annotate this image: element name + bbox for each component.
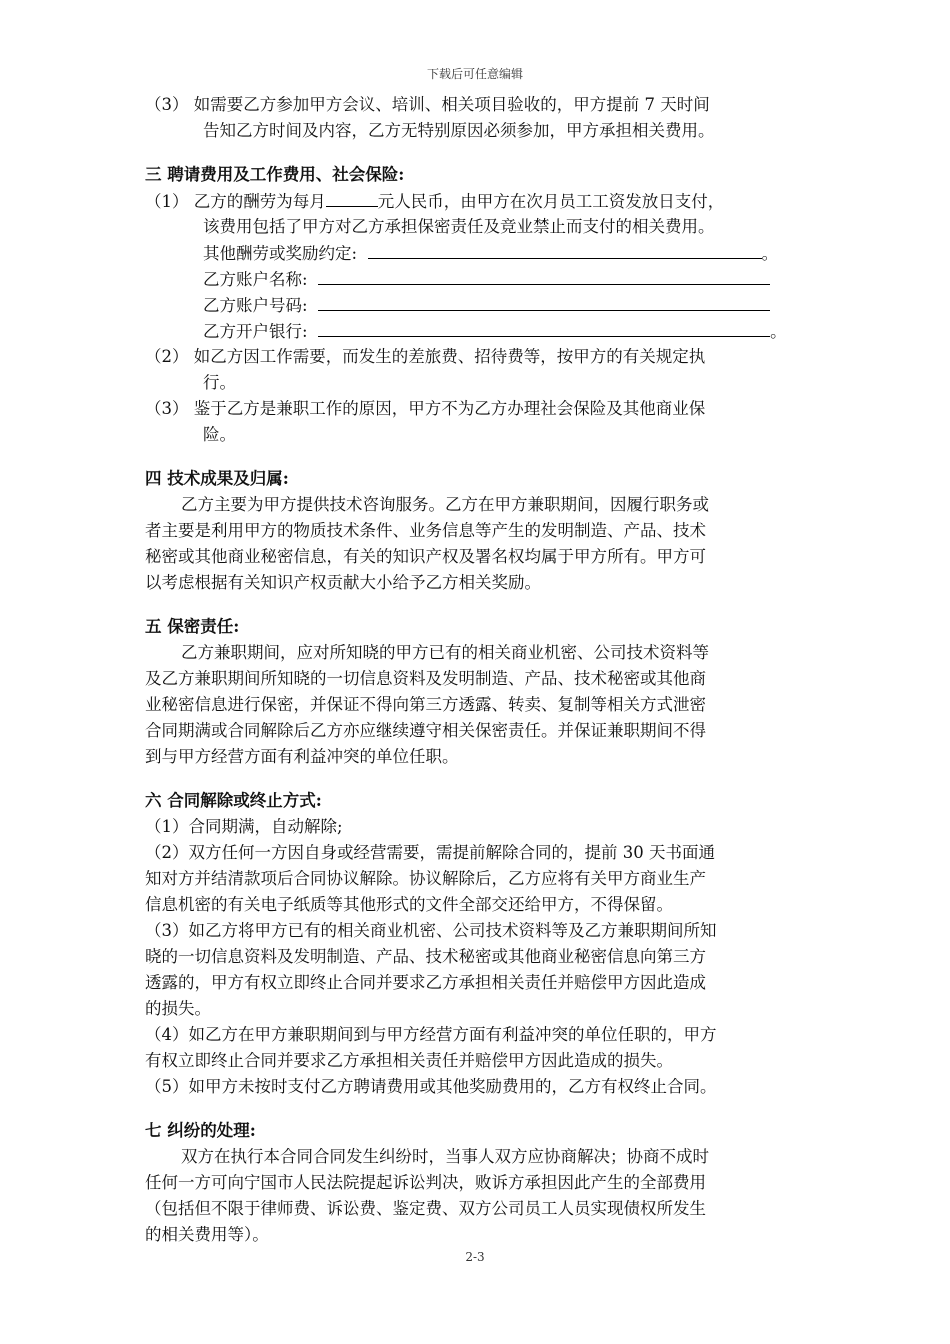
bank-row	[145, 318, 805, 344]
s5-line: 合同期满或合同解除后乙方亦应继续遵守相关保密责任。并保证兼职期间不得	[145, 721, 706, 740]
s7-line: 的相关费用等）。	[145, 1225, 269, 1244]
s5-line: 到与甲方经营方面有利益冲突的单位任职。	[145, 747, 459, 766]
s7-line: 任何一方可向宁国市人民法院提起诉讼判决，败诉方承担因此产生的全部费用	[145, 1173, 706, 1192]
s6-line: 知对方并结清款项后合同协议解除。协议解除后，乙方应将有关甲方商业生产	[145, 869, 706, 888]
s2-item3-line2: 告知乙方时间及内容，乙方无特别原因必须参加，甲方承担相关费用。	[203, 121, 715, 140]
s6-line: （2）双方任何一方因自身或经营需要，需提前解除合同的，提前 30 天书面通	[145, 843, 715, 862]
bank-blank[interactable]	[318, 318, 770, 337]
s6-line: 信息机密的有关电子纸质等其他形式的文件全部交还给甲方，不得保留。	[145, 895, 673, 914]
s4-heading: 四 技术成果及归属:	[145, 469, 289, 488]
s4-line: 乙方主要为甲方提供技术咨询服务。乙方在甲方兼职期间，因履行职务或	[181, 495, 709, 514]
s6-line: （1）合同期满，自动解除;	[145, 817, 343, 836]
s3-item1-prefix: （1） 乙方的酬劳为每月	[145, 192, 326, 211]
other-reward-label: 其他酬劳或奖励约定:	[203, 244, 358, 263]
period-mark: 。	[761, 244, 779, 263]
bank-label: 乙方开户银行:	[203, 322, 308, 341]
s3-item2-line2: 行。	[203, 373, 236, 392]
s5-line: 乙方兼职期间，应对所知晓的甲方已有的相关商业机密、公司技术资料等	[181, 643, 709, 662]
s3-item1-suffix: 元人民币，由甲方在次月员工工资发放日支付，	[377, 192, 725, 211]
s7-heading: 七 纠纷的处理:	[145, 1121, 256, 1140]
page-number: 2-3	[465, 1250, 485, 1264]
other-reward-blank[interactable]	[368, 240, 762, 259]
s5-line: 业秘密信息进行保密，并保证不得向第三方透露、转卖、复制等相关方式泄密	[145, 695, 706, 714]
s3-item2-line1: （2） 如乙方因工作需要，而发生的差旅费、招待费等，按甲方的有关规定执	[145, 347, 706, 366]
s3-heading: 三 聘请费用及工作费用、社会保险:	[145, 165, 405, 184]
s5-heading: 五 保密责任:	[145, 617, 240, 636]
period-mark: 。	[770, 322, 787, 341]
account-name-blank[interactable]	[318, 266, 770, 285]
account-number-label: 乙方账户号码:	[203, 296, 308, 315]
account-name-label: 乙方账户名称:	[203, 270, 308, 289]
s4-line: 秘密或其他商业秘密信息，有关的知识产权及署名权均属于甲方所有。甲方可	[145, 547, 706, 566]
s3-item1-line1	[145, 188, 805, 214]
s6-line: （4）如乙方在甲方兼职期间到与甲方经营方面有利益冲突的单位任职的，甲方	[145, 1025, 717, 1044]
s4-line: 者主要是利用甲方的物质技术条件、业务信息等产生的发明制造、产品、技术	[145, 521, 706, 540]
document-body	[145, 92, 805, 1248]
s6-line: 有权立即终止合同并要求乙方承担相关责任并赔偿甲方因此造成的损失。	[145, 1051, 673, 1070]
s6-heading: 六 合同解除或终止方式:	[145, 791, 322, 810]
s2-item3-line1: （3） 如需要乙方参加甲方会议、培训、相关项目验收的，甲方提前 7 天时间	[145, 95, 710, 114]
s3-item1-line2: 该费用包括了甲方对乙方承担保密责任及竞业禁止而支付的相关费用。	[203, 217, 715, 236]
account-number-row	[145, 292, 805, 318]
s6-line: （3）如乙方将甲方已有的相关商业机密、公司技术资料等及乙方兼职期间所知	[145, 921, 717, 940]
s5-line: 及乙方兼职期间所知晓的一切信息资料及发明制造、产品、技术秘密或其他商	[145, 669, 706, 688]
other-reward-row	[145, 240, 805, 266]
salary-blank[interactable]	[326, 188, 378, 207]
s6-line: 的损失。	[145, 999, 211, 1018]
s6-line: （5）如甲方未按时支付乙方聘请费用或其他奖励费用的，乙方有权终止合同。	[145, 1077, 717, 1096]
s3-item3-line1: （3） 鉴于乙方是兼职工作的原因，甲方不为乙方办理社会保险及其他商业保	[145, 399, 706, 418]
s3-item3-line2: 险。	[203, 425, 236, 444]
s6-line: 透露的，甲方有权立即终止合同并要求乙方承担相关责任并赔偿甲方因此造成	[145, 973, 706, 992]
account-name-row	[145, 266, 805, 292]
s7-line: （包括但不限于律师费、诉讼费、鉴定费、双方公司员工人员实现债权所发生	[145, 1199, 706, 1218]
s7-line: 双方在执行本合同合同发生纠纷时，当事人双方应协商解决；协商不成时	[181, 1147, 709, 1166]
page-header: 下载后可任意编辑	[426, 67, 523, 81]
s6-line: 晓的一切信息资料及发明制造、产品、技术秘密或其他商业秘密信息向第三方	[145, 947, 706, 966]
s4-line: 以考虑根据有关知识产权贡献大小给予乙方相关奖励。	[145, 573, 541, 592]
account-number-blank[interactable]	[318, 292, 770, 311]
